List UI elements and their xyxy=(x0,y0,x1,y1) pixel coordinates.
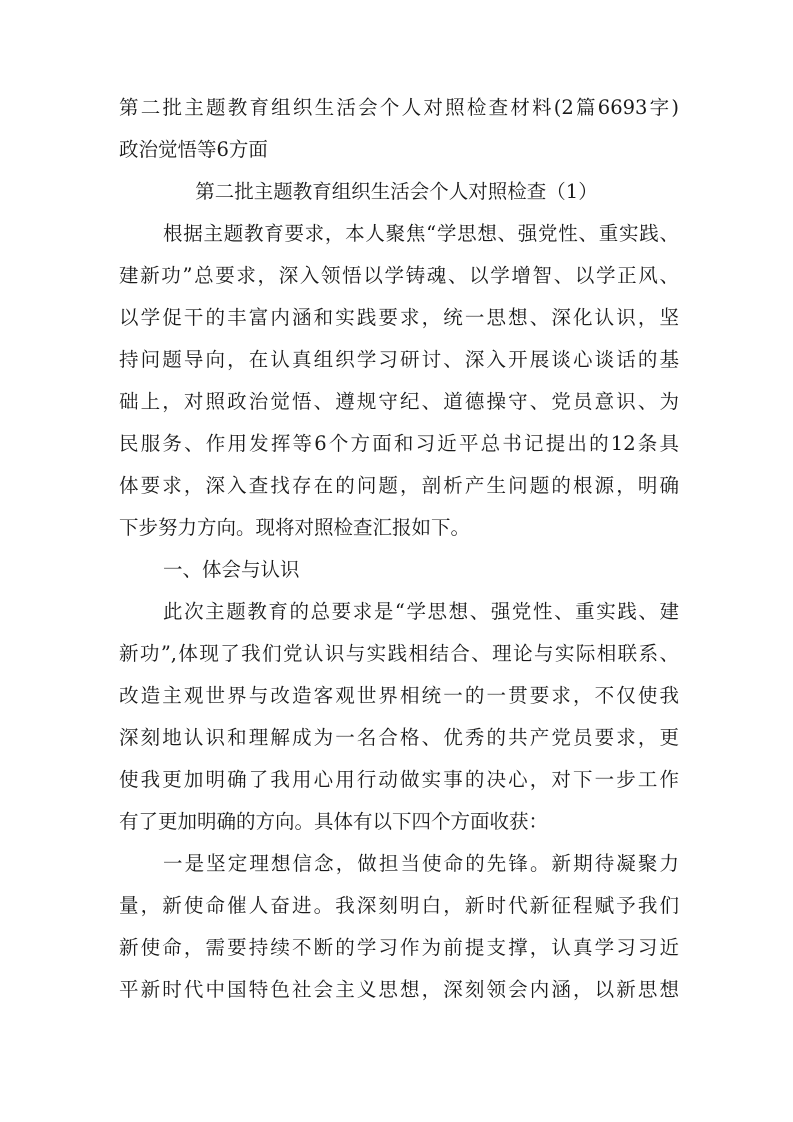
paragraph-line: 新使命，需要持续不断的学习作为前提支撑，认真学习习近 xyxy=(119,936,679,959)
paragraph-line: 量，新使命催人奋进。我深刻明白，新时代新征程赋予我们 xyxy=(119,894,679,917)
paragraph-line: 下步努力方向。现将对照检查汇报如下。 xyxy=(119,516,471,539)
paragraph-line: 持问题导向，在认真组织学习研讨、深入开展谈心谈话的基 xyxy=(119,348,679,371)
section-heading-1: 一、体会与认识 xyxy=(163,558,300,581)
paragraph-line: 民服务、作用发挥等6个方面和习近平总书记提出的12条具 xyxy=(119,432,679,455)
paragraph-line: 深刻地认识和理解成为一名合格、优秀的共产党员要求，更 xyxy=(119,726,679,749)
paragraph-line: 础上，对照政治觉悟、遵规守纪、道德操守、党员意识、为 xyxy=(119,390,679,413)
paragraph-line: 一是坚定理想信念，做担当使命的先锋。新期待凝聚力 xyxy=(163,852,679,875)
paragraph-line: 根据主题教育要求，本人聚焦“学思想、强党性、重实践、 xyxy=(163,222,679,245)
document-subtitle: 政治觉悟等6方面 xyxy=(119,138,268,161)
paragraph-line: 有了更加明确的方向。具体有以下四个方面收获： xyxy=(119,810,549,833)
document-title: 第二批主题教育组织生活会个人对照检查材料(2篇6693字) xyxy=(119,96,679,119)
paragraph-line: 体要求，深入查找存在的问题，剖析产生问题的根源，明确 xyxy=(119,474,679,497)
paragraph-line: 新功”,体现了我们党认识与实践相结合、理论与实际相联系、 xyxy=(119,642,679,665)
paragraph-line: 平新时代中国特色社会主义思想，深刻领会内涵，以新思想 xyxy=(119,978,679,1001)
section-heading: 第二批主题教育组织生活会个人对照检查（1） xyxy=(195,180,598,203)
paragraph-line: 建新功”总要求，深入领悟以学铸魂、以学增智、以学正风、 xyxy=(119,264,679,287)
paragraph-line: 此次主题教育的总要求是“学思想、强党性、重实践、建 xyxy=(163,600,679,623)
paragraph-line: 改造主观世界与改造客观世界相统一的一贯要求，不仅使我 xyxy=(119,684,679,707)
paragraph-line: 以学促干的丰富内涵和实践要求，统一思想、深化认识，坚 xyxy=(119,306,679,329)
paragraph-line: 使我更加明确了我用心用行动做实事的决心，对下一步工作 xyxy=(119,768,679,791)
